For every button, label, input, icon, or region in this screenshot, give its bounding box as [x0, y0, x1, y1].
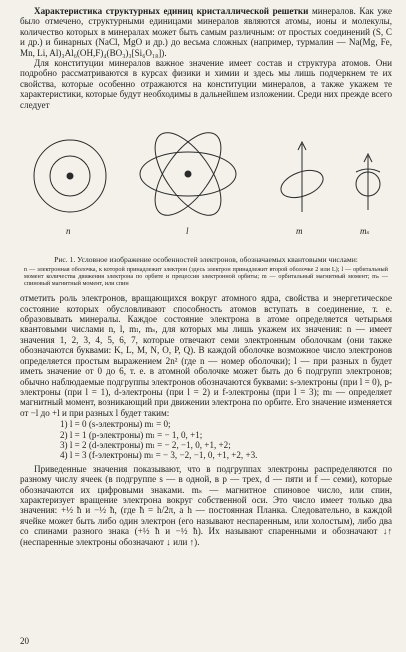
figure-1: [20, 114, 392, 254]
list-item: 3) l = 2 (d-электроны) mₗ = − 2, −1, 0, +1, +2;: [60, 439, 231, 450]
label-ms: mₛ: [360, 226, 370, 237]
label-l: l: [186, 226, 189, 237]
quantum-values-list: [60, 419, 392, 461]
paragraph-4: Приведенные значения показывают, что в подгруппах электроны распределяются по разному числу ячеек (в подгруппе s — в одной, в p — трех, d — пяти и f — семи), которые обозначаются их цифровыми знаками. mₛ — магнитное спиновое число, или спин, характеризует вращение электрона вокруг собственной оси. Это число имеет только два значения: +½ ħ и −½ ħ, (где ħ = h/2π, а h — постоянная Планка. Следовательно, в каждой ячейке может быть либо один электрон (его называют неспаренным, или холостым), либо два со спинами разного знака (+½ ħ и −½ ħ). Их называют спаренными и обозначают ↓↑ (неспаренные электроны обозначают ↓ или ↑).: [20, 463, 392, 547]
figure-caption: Рис. 1. Условное изображение особенностей электронов, обозначаемых квантовыми числами:: [54, 255, 358, 265]
section-heading-line: [20, 6, 392, 58]
nucleus-dot: [67, 173, 73, 179]
section-title: Характеристика структурных единиц кристаллической решетки: [34, 6, 309, 16]
paragraph-2: Для конституции минералов важное значение имеет состав и структура атомов. Они подробно рассматриваются в курсах физики и химии и здесь мы лишь подчеркнем те их свойства, которые особенно отражаются на конституции минералов, а также укажем те характеристики, которые будут необходимы в дальнейшем изложении. Среди них прежде всего следует: [20, 58, 392, 110]
list-item: 4) l = 3 (f-электроны) mₗ = − 3, −2, −1, 0, +1, +2, +3.: [60, 450, 258, 461]
label-m: m: [296, 226, 303, 237]
page-number: 20: [20, 636, 29, 646]
figure-caption-detail: n — электронная оболочка, к которой принадлежит электрон (здесь электрон принадлежит второй оболочке 2 или L); l — орбитальный момент количества движения электрона по орбите и прецессия электронной орбиты; m — орбитальный магнитный момент; mₛ — спиновый магнитный момент, или спин: [24, 265, 388, 288]
nucleus-dot: [185, 171, 191, 177]
quantum-numbers-illustration: [20, 114, 392, 254]
list-item: 2) l = 1 (p-электроны) mₗ = − 1, 0, +1;: [60, 429, 203, 440]
list-item: 1) l = 0 (s-электроны) mₗ = 0;: [60, 419, 171, 430]
paragraph-3: отметить роль электронов, вращающихся вокруг атомного ядра, свойства и энергетическое состояние которых обусловливают способность атомов вступать в соединение, т. е. образовывать минералы. Каждое состояние электрона в атоме определяется четырьмя квантовыми числами n, l, mₗ, mₛ, для которых мы лишь укажем их значения: n — имеет значения 1, 2, 3, 4, 5, 6, 7, которые отвечают семи электронным оболочкам (они также обозначаются буквами: K, L, M, N, O, P, Q). В каждой оболочке возможное число электронов определяется простым выражением 2n² (где n — номер оболочки); l — при разных n будет иметь значение от 0 до 6, т. е. в атомной оболочке может быть до 6 подгрупп электронов; обычно наблюдаемые подгруппы электронов обозначаются буквами: s-электроны (при l = 0), p-электроны (при l = 1), d-электроны (при l = 2) и f-электроны (при l = 3); mₗ — определяет магнитный момент, возникающий при движении электрона по орбите. Его значение изменяется от −l до +l и при разных l будет таким:: [20, 293, 392, 418]
label-n: n: [66, 226, 71, 237]
paragraph-1: минералов. Как уже было отмечено, структурными единицами минералов являются атомы, ионы и молекулы, количество которых в минералах может быть самым различным: от простых соединений (S, C и др.) и бинарных (NaCl, MgO и др.) до весьма сложных (например, турмалин — Na(Mg, Fe, Mn, Li, Al)₃Al₆(OH,F)₄(BO₃)₃[Si₆O₁₈]).: [20, 6, 392, 58]
